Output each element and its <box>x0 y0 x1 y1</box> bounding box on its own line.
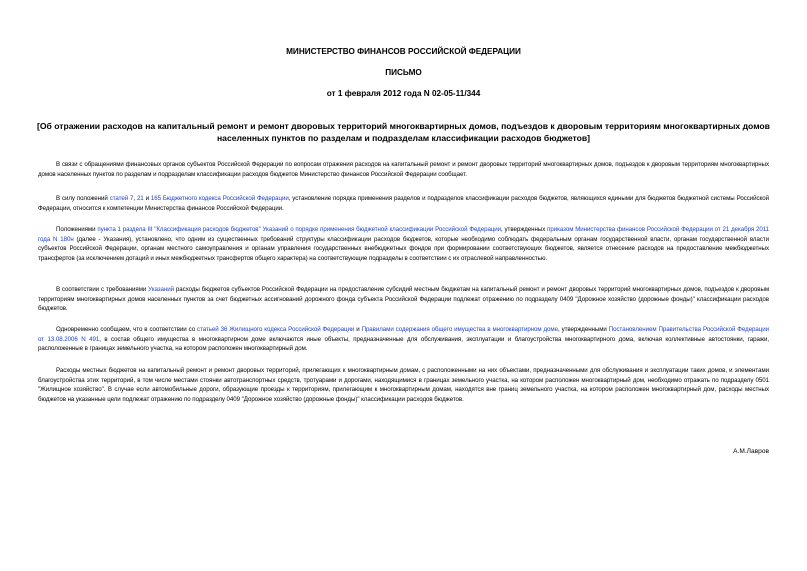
paragraph-6: Расходы местных бюджетов на капитальный ремонт и ремонт дворовых территорий, прилегающих к многоквартирным домам, с расположенными на них объектами, предназначенными для обслуживания и эксплуатации таких домов, и элементами благоустройства этих территорий, в том числе местами стоянки автотранспортных средств, тротуарами и дорогами, находящимися в границах земельного участка, на котором расположен многоквартирный дом, необходимо отражать по подразделу 0501 "Жилищное хозяйство". В случае если автомобильные дороги, образующие проезды к территориям, прилегающим к многоквартирным домам, находятся вне границ земельного участка, на котором расположен многоквартирный дом, расходы местных бюджетов на указанные цели подлежат отражению по подразделу 0409 "Дорожное хозяйство (дорожные фонды)" классификации расходов бюджетов. <box>38 367 769 403</box>
document-type: ПИСЬМО <box>385 68 422 77</box>
signature: А.М.Лавров <box>733 448 769 455</box>
link-budget-code-art-21[interactable]: 21 <box>136 195 144 202</box>
link-instructions[interactable]: Указаний <box>148 286 175 293</box>
link-budget-code-art-7[interactable]: статей 7 <box>109 195 134 202</box>
paragraph-5: Одновременно сообщаем, что в соответствии со статьей 36 Жилищного кодекса Российской Федерации и Правилами содержания общего имущества в многоквартирном доме, утвержденными Постановлением Правительства Российской Федерации от 13.08.2006 N 491, в состав общего имущества в многоквартирном доме включаются иные объекты, предназначенные для обслуживания, эксплуатации и благоустройства многоквартирного дома, включая коллективные автостоянки, гаражи, расположенные в границах земельного участка, на котором расположен многоквартирный дом. <box>38 326 770 352</box>
paragraph-3: Положениями пункта 1 раздела III "Классификация расходов бюджетов" Указаний о порядке применения бюджетной классификации Российской Федерации, утвержденных приказом Министерства финансов Российской Федерации от 21 декабря 2011 года N 180н (далее - Указания), установлено, что одним из существенных требований структуры классификации расходов бюджетов, которые необходимо соблюдать федеральным органам государственной власти, органам государственной власти субъектов Российской Федерации, органам местного самоуправления и органам управления государственных внебюджетных фондов при формировании соответствующих бюджетов, является отнесение расходов на предоставление межбюджетных трансфертов (за исключением дотаций и иных межбюджетных трансфертов общего характера) на соответствующие подразделы в соответствии с их отраслевой направленностью. <box>38 226 769 262</box>
document-date-number: от 1 февраля 2012 года N 02-05-11/344 <box>326 89 481 98</box>
ministry-heading: МИНИСТЕРСТВО ФИНАНСОВ РОССИЙСКОЙ ФЕДЕРАЦИИ <box>286 47 521 56</box>
link-common-property-rules[interactable]: Правилами содержания общего имущества в многоквартирном доме <box>361 326 558 333</box>
paragraph-2: В силу положений статей 7, 21 и 165 Бюджетного кодекса Российской Федерации, установление порядка применения разделов и подразделов классификации расходов бюджетов, являющихся едиными для бюджетов бюджетной системы Российской Федерации, относится к компетенции Министерства финансов Российской Федерации. <box>38 195 770 212</box>
link-government-decree-491[interactable]: Постановлением Правительства Российской Федерации от 13.08.2006 N 491 <box>38 326 770 343</box>
document-subject: [Об отражении расходов на капитальный ремонт и ремонт дворовых территорий многоквартирных домов, подъездов к дворовым территориям многоквартирных домов населенных пунктов по разделам и подразделам классификации расходов бюджетов] <box>37 121 770 143</box>
paragraph-1: В связи с обращениями финансовых органов субъектов Российской Федерации по вопросам отражения расходов на капитальный ремонт и ремонт дворовых территорий многоквартирных домов, подъездов к дворовым территориям многоквартирных домов населенных пунктов по разделам и подразделам классификации расходов бюджетов Министерство финансов Российской Федерации сообщает. <box>38 161 769 178</box>
link-classification-instructions[interactable]: пункта 1 раздела III "Классификация расходов бюджетов" Указаний о порядке применения бюджетной классификации Российской Федерации <box>97 226 502 233</box>
link-housing-code-art-36[interactable]: статьей 36 Жилищного кодекса Российской Федерации <box>197 326 355 333</box>
link-budget-code-art-165[interactable]: 165 Бюджетного кодекса Российской Федерации <box>150 195 289 202</box>
link-minfin-order-180n[interactable]: приказом Министерства финансов Российской Федерации от 21 декабря 2011 года N 180н <box>38 226 769 243</box>
paragraph-4: В соответствии с требованиями Указаний расходы бюджетов субъектов Российской Федерации на предоставление субсидий местным бюджетам на капитальный ремонт и ремонт дворовых территорий многоквартирных домов, подъездов к дворовым территориям многоквартирных домов населенных пунктов за счет бюджетных ассигнований дорожного фонда субъекта Российской Федерации подлежат отражению по подразделу 0409 "Дорожное хозяйство (дорожные фонды)" классификации расходов бюджетов. <box>38 286 769 312</box>
